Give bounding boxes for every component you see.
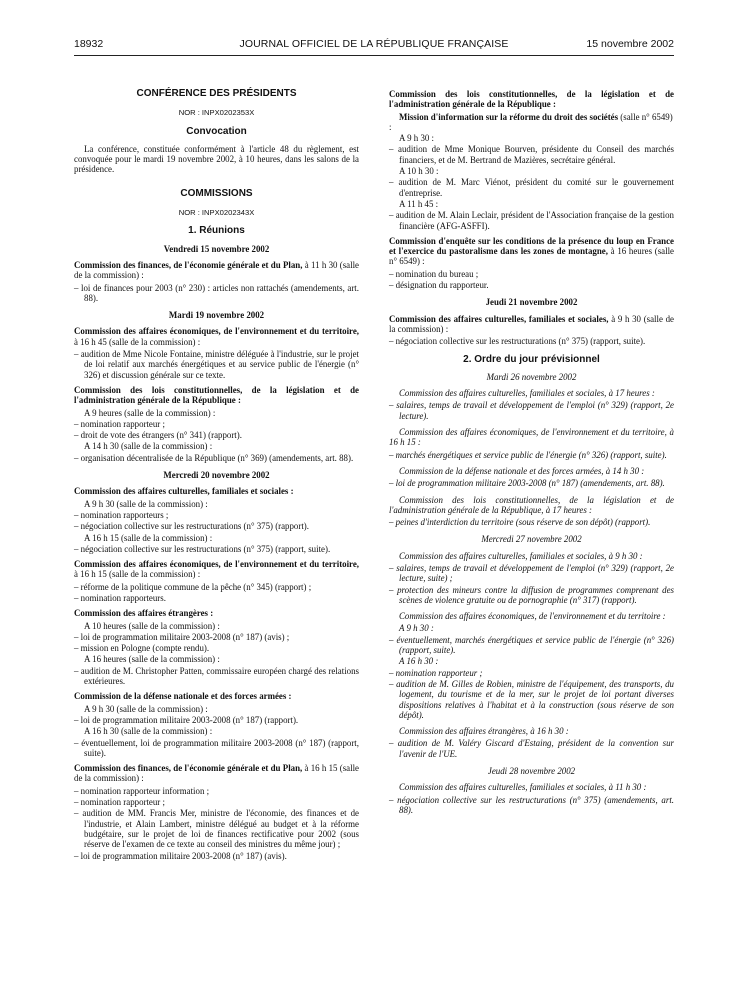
agenda-item: – salaires, temps de travail et développement de l'emploi (n° 329) (rapport, 2e lecture, suite) ; [389,562,674,584]
commission-name: Commission des lois constitutionnelles, de la législation et de l'administration générale de la République : [389,89,674,110]
agenda-item: – organisation décentralisée de la République (n° 369) (amendements, art. 88). [74,452,354,463]
day-heading: Jeudi 21 novembre 2002 [485,297,578,308]
commission-name: Commission de la défense nationale et des forces armées : [74,691,292,702]
agenda-item: – loi de programmation militaire 2003-2008 (n° 187) (avis). [74,850,287,861]
session-time: A 16 h 15 (salle de la commission) : [84,532,213,543]
commission-name: Commission des affaires étrangères : [74,608,214,619]
commission-entry [74,559,359,580]
commission-time: à 9 h 30 (salle de la commission) : [389,313,674,334]
agenda-item: – nomination du bureau ; [389,268,479,279]
commission-entry [389,89,674,110]
agenda-item: – loi de programmation militaire 2003-2008 (n° 187) (amendements, art. 88). [389,478,665,489]
agenda-item: – nomination rapporteur ; [74,797,165,808]
agenda-item: – éventuellement, loi de programmation militaire 2003-2008 (n° 187) (rapport, suite). [74,737,359,758]
convocation-title: Convocation [186,125,247,137]
mission-title [389,112,674,133]
mission-room: (salle n° 6549) : [389,111,673,132]
agenda-item: – mission en Pologne (compte rendu). [74,643,210,654]
conference-nor: NOR : INPX0202353X [178,108,255,118]
commission-name: Commission des affaires économiques, de l'environnement et du territoire, [74,326,359,337]
day-heading: Vendredi 15 novembre 2002 [163,243,270,254]
commission-entry: Commission des lois constitutionnelles, de la législation et de l'administration générale de la République, à 17 heures : [389,494,674,515]
commission-entry [389,236,674,267]
session-time: A 16 h 30 : [399,656,439,667]
commission-name: Commission des affaires culturelles, familiales et sociales : [74,486,294,497]
issue-date: 15 novembre 2002 [586,38,674,50]
agenda-item: – désignation du rapporteur. [389,280,489,291]
agenda-item: – audition de Mme Monique Bourven, présidente du Conseil des marchés financiers, et de M. Bertrand de Mazières, secrétaire général. [389,144,674,165]
commission-name: Commission des lois constitutionnelles, de la législation et de l'administration générale de la République : [74,384,359,406]
commission-entry: Commission des affaires culturelles, familiales et sociales, à 17 heures : [399,388,655,399]
agenda-item: – négociation collective sur les restructurations (n° 375) (amendements, art. 88). [389,794,674,815]
commission-time: à 16 h 45 (salle de la commission) : [74,336,201,347]
agenda-item: – audition de M. Alain Leclair, président de l'Association française de la gestion financière (AFG-ASFFI). [389,210,674,231]
session-time: A 9 h 30 (salle de la commission) : [84,498,208,509]
session-time: A 9 h 30 : [399,133,435,144]
commission-entry [74,691,359,701]
agenda-item: – audition de M. Valéry Giscard d'Estaing, président de la convention sur l'avenir de l'UE. [389,738,674,759]
agenda-item: – nomination rapporteurs. [74,592,166,603]
agenda-item: – loi de finances pour 2003 (n° 230) : articles non rattachés (amendements, art. 88). [74,282,359,303]
day-heading: Mardi 19 novembre 2002 [168,310,265,321]
day-heading: Mercredi 27 novembre 2002 [481,534,582,545]
session-time: A 16 heures (salle de la commission) : [84,654,220,665]
agenda-item: – négociation collective sur les restructurations (n° 375) (rapport). [74,521,309,532]
reunions-title: 1. Réunions [188,225,245,237]
commission-entry: Commission des affaires économiques, de l'environnement et du territoire, à 16 h 15 : [389,427,674,448]
agenda-item: – protection des mineurs contre la diffusion de programmes comprenant des scènes de violence gratuite ou de pornographie (n° 317) (rapport). [389,584,674,605]
session-time: A 10 heures (salle de la commission) : [84,620,220,631]
commissions-nor: NOR : INPX0202343X [178,208,255,218]
agenda-item: – salaires, temps de travail et développement de l'emploi (n° 329) (rapport, 2e lecture). [389,400,674,421]
commission-entry [74,763,359,784]
agenda-item: – nomination rapporteur information ; [74,785,210,796]
agenda-item: – réforme de la politique commune de la pêche (n° 345) (rapport) ; [74,581,312,592]
agenda-item: – négociation collective sur les restructurations (n° 375) (rapport, suite). [389,336,646,347]
agenda-item: – audition de MM. Francis Mer, ministre de l'économie, des finances et de l'industrie, et Alain Lambert, ministre délégué au budget et à la réforme budgétaire, sur le projet de loi de finances rectificative pour 2002 (sous réserve de l'examen de ce texte au conseil des ministres du même jour) ; [74,808,359,850]
session-time: A 16 h 30 (salle de la commission) : [84,726,213,737]
agenda-item: – audition de Mme Nicole Fontaine, ministre déléguée à l'industrie, sur le projet de loi relatif aux marchés énergétiques et au service public de l'énergie (n° 326) et discussion générale sur ce texte. [74,349,359,380]
session-time: A 11 h 45 : [399,198,439,209]
page-header [74,38,674,52]
commission-name: Commission des finances, de l'économie générale et du Plan, [74,763,303,774]
commission-entry [74,326,359,347]
commission-name: Commission des finances, de l'économie générale et du Plan, [74,259,303,270]
commission-entry: Commission des affaires étrangères, à 16 h 30 : [399,726,569,737]
agenda-item: – audition de M. Gilles de Robien, ministre de l'équipement, des transports, du logement, du tourisme et de la mer, sur le projet de loi portant diverses dispositions relatives à l'habitat et à la construction (sous réserve de son dépôt). [389,678,674,720]
session-time: A 9 h 30 (salle de la commission) : [84,703,208,714]
commission-entry [74,486,359,496]
agenda-item: – audition de M. Christopher Patten, commissaire européen chargé des relations extérieures. [74,665,359,687]
commission-entry [389,314,674,335]
commission-name: Commission d'enquête sur les conditions de la présence du loup en France et l'exercice du pastoralisme dans les zones de montagne, [389,235,674,257]
commission-time: à 16 heures (salle n° 6549) : [389,246,674,267]
agenda-item: – loi de programmation militaire 2003-2008 (n° 187) (rapport). [74,714,299,725]
agenda-item: – droit de vote des étrangers (n° 341) (rapport). [74,430,242,441]
commission-entry: Commission des affaires culturelles, familiales et sociales, à 9 h 30 : [399,550,643,561]
agenda-item: – audition de M. Marc Viénot, président du comité sur le gouvernement d'entreprise. [389,177,674,198]
commission-time: à 16 h 15 (salle de la commission) : [74,763,359,784]
convocation-text: La conférence, constituée conformément à l'article 48 du règlement, est convoquée pour le mardi 19 novembre 2002, à 10 heures, dans les salons de la présidence. [74,143,359,175]
session-time: A 14 h 30 (salle de la commission) : [84,441,213,452]
agenda-item: – négociation collective sur les restructurations (n° 375) (rapport, suite). [74,543,331,554]
day-heading: Jeudi 28 novembre 2002 [487,766,576,777]
agenda-item: – nomination rapporteur ; [74,418,165,429]
page-number: 18932 [74,38,104,50]
session-time: A 9 heures (salle de la commission) : [84,407,216,418]
header-rule [74,55,674,56]
conference-title: CONFÉRENCE DES PRÉSIDENTS [136,88,297,99]
commission-time: à 11 h 30 (salle de la commission) : [74,259,359,281]
commission-entry [74,385,359,406]
commission-name: Commission des affaires économiques, de l'environnement et du territoire, [74,559,359,570]
commission-entry [74,608,359,618]
agenda-item: – éventuellement, marchés énergétiques et service public de l'énergie (n° 326) (rapport, suite). [389,634,674,656]
agenda-item: – nomination rapporteur ; [389,667,483,678]
day-heading: Mercredi 20 novembre 2002 [163,470,270,481]
commission-entry [74,260,359,281]
commission-entry: Commission de la défense nationale et des forces armées, à 14 h 30 : [399,465,645,476]
journal-title: JOURNAL OFFICIEL DE LA RÉPUBLIQUE FRANÇAISE [239,38,509,50]
left-column [74,89,359,862]
agenda-item: – marchés énergétiques et service public de l'énergie (n° 326) (rapport, suite). [389,449,667,460]
commission-time: à 16 h 15 (salle de la commission) : [74,569,201,580]
commission-name: Commission des affaires culturelles, familiales et sociales, [389,313,609,324]
commission-entry: Commission des affaires économiques, de l'environnement et du territoire : [399,611,666,622]
commissions-title: COMMISSIONS [180,187,253,199]
agenda-item: – loi de programmation militaire 2003-2008 (n° 187) (avis) ; [74,631,290,642]
right-column [389,89,674,816]
mission-name: Mission d'information sur la réforme du droit des sociétés [399,111,619,122]
session-time: A 10 h 30 : [399,166,439,177]
agenda-item: – nomination rapporteurs ; [74,509,169,520]
session-time: A 9 h 30 : [399,623,434,634]
commission-entry: Commission des affaires culturelles, familiales et sociales, à 11 h 30 : [399,782,647,793]
agenda-item: – peines d'interdiction du territoire (sous réserve de son dépôt) (rapport). [389,517,651,528]
ordre-title: 2. Ordre du jour prévisionnel [463,353,600,365]
day-heading: Mardi 26 novembre 2002 [486,371,577,382]
